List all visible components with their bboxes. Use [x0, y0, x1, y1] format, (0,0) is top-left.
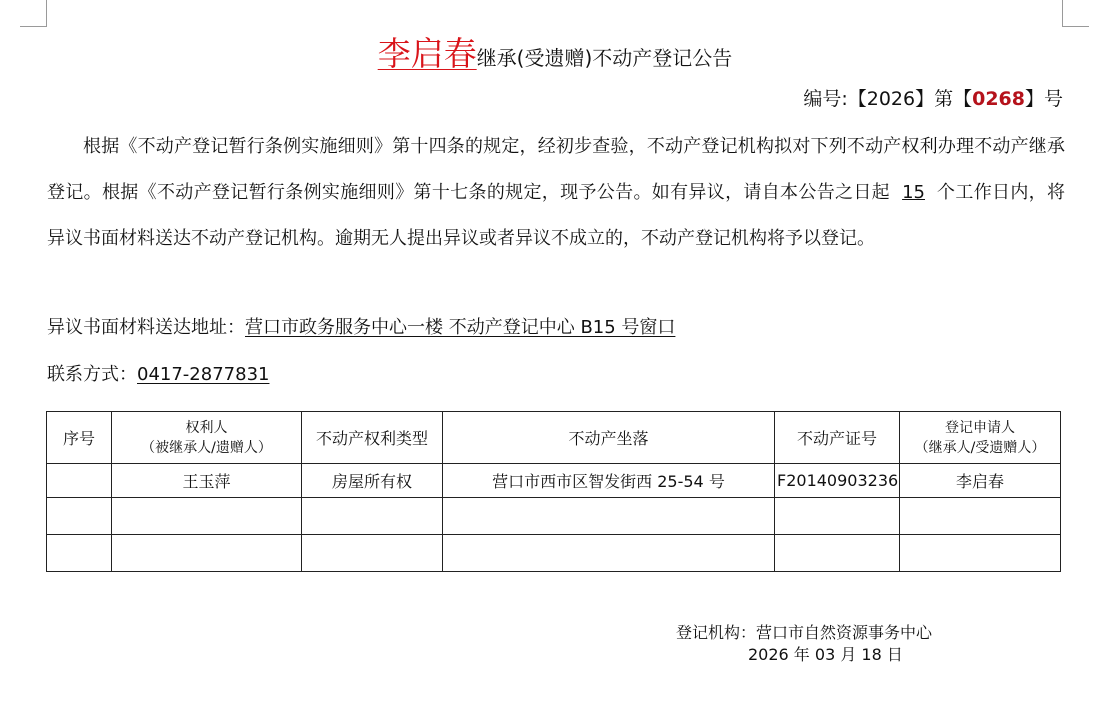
title-text: 继承(受遗赠)不动产登记公告 [476, 46, 733, 70]
empty-cell [47, 535, 112, 572]
registration-org: 登记机构：营口市自然资源事务中心 [676, 623, 933, 642]
number-suffix: 】号 [1024, 88, 1063, 110]
header-cert: 不动产证号 [775, 412, 900, 464]
header-holder-line1: 权利人 [185, 419, 228, 436]
table-header-row [47, 412, 1061, 464]
notice-body [47, 124, 1065, 262]
table-row-empty [47, 535, 1061, 572]
empty-cell [443, 535, 775, 572]
cell-right-type: 房屋所有权 [302, 464, 443, 498]
header-seq: 序号 [47, 412, 112, 464]
cell-location: 营口市西市区智发街西 25-54 号 [443, 464, 775, 498]
header-location: 不动产坐落 [443, 412, 775, 464]
empty-cell [443, 498, 775, 535]
cell-holder: 王玉萍 [112, 464, 302, 498]
contact-label: 联系方式： [47, 364, 137, 385]
header-applicant-line2: （继承人/受遗赠人） [914, 439, 1046, 456]
empty-cell [900, 535, 1061, 572]
header-applicant [900, 412, 1061, 464]
crop-mark-top-right [1062, 0, 1089, 27]
table-row [47, 464, 1061, 498]
empty-cell [112, 535, 302, 572]
empty-cell [302, 535, 443, 572]
cell-cert: F20140903236 [775, 464, 900, 498]
body-part-2: 个工作日内，将异议书面材料送达不动产登记机构。逾期无人提出异议或者异议不成立的，不动产登记机构将予以登记。 [47, 182, 1066, 249]
cell-seq [47, 464, 112, 498]
address-line [47, 313, 675, 339]
number-value: 0268 [972, 88, 1025, 110]
notice-date: 2026 年 03 月 18 日 [748, 645, 903, 664]
contact-value: 0417-2877831 [137, 364, 270, 385]
contact-line [47, 360, 275, 386]
header-holder-line2: （被继承人/遗赠人） [141, 439, 272, 456]
number-prefix: 编号:【2026】第【 [803, 88, 973, 110]
cell-applicant: 李启春 [900, 464, 1061, 498]
applicant-name-title: 李启春 [377, 34, 477, 73]
empty-cell [775, 498, 900, 535]
empty-cell [775, 535, 900, 572]
address-label: 异议书面材料送达地址： [47, 317, 245, 338]
crop-mark-top-left [20, 0, 47, 27]
empty-cell [900, 498, 1061, 535]
objection-days: 15 [902, 182, 925, 203]
empty-cell [302, 498, 443, 535]
notice-title [0, 28, 1110, 75]
notice-number [803, 84, 1063, 111]
address-value: 营口市政务服务中心一楼 不动产登记中心 B15 号窗口 [245, 317, 676, 338]
header-applicant-line1: 登记申请人 [945, 419, 1015, 436]
empty-cell [112, 498, 302, 535]
table-row-empty [47, 498, 1061, 535]
body-part-1: 根据《不动产登记暂行条例实施细则》第十四条的规定，经初步查验，不动产登记机构拟对下列不动产权利办理不动产继承登记。根据《不动产登记暂行条例实施细则》第十七条的规定，现予公告。如有异议，请自本公告之日起 [47, 136, 1065, 203]
header-holder [112, 412, 302, 464]
header-right-type: 不动产权利类型 [302, 412, 443, 464]
property-table [46, 411, 1061, 572]
body-paragraph [47, 124, 1065, 262]
empty-cell [47, 498, 112, 535]
